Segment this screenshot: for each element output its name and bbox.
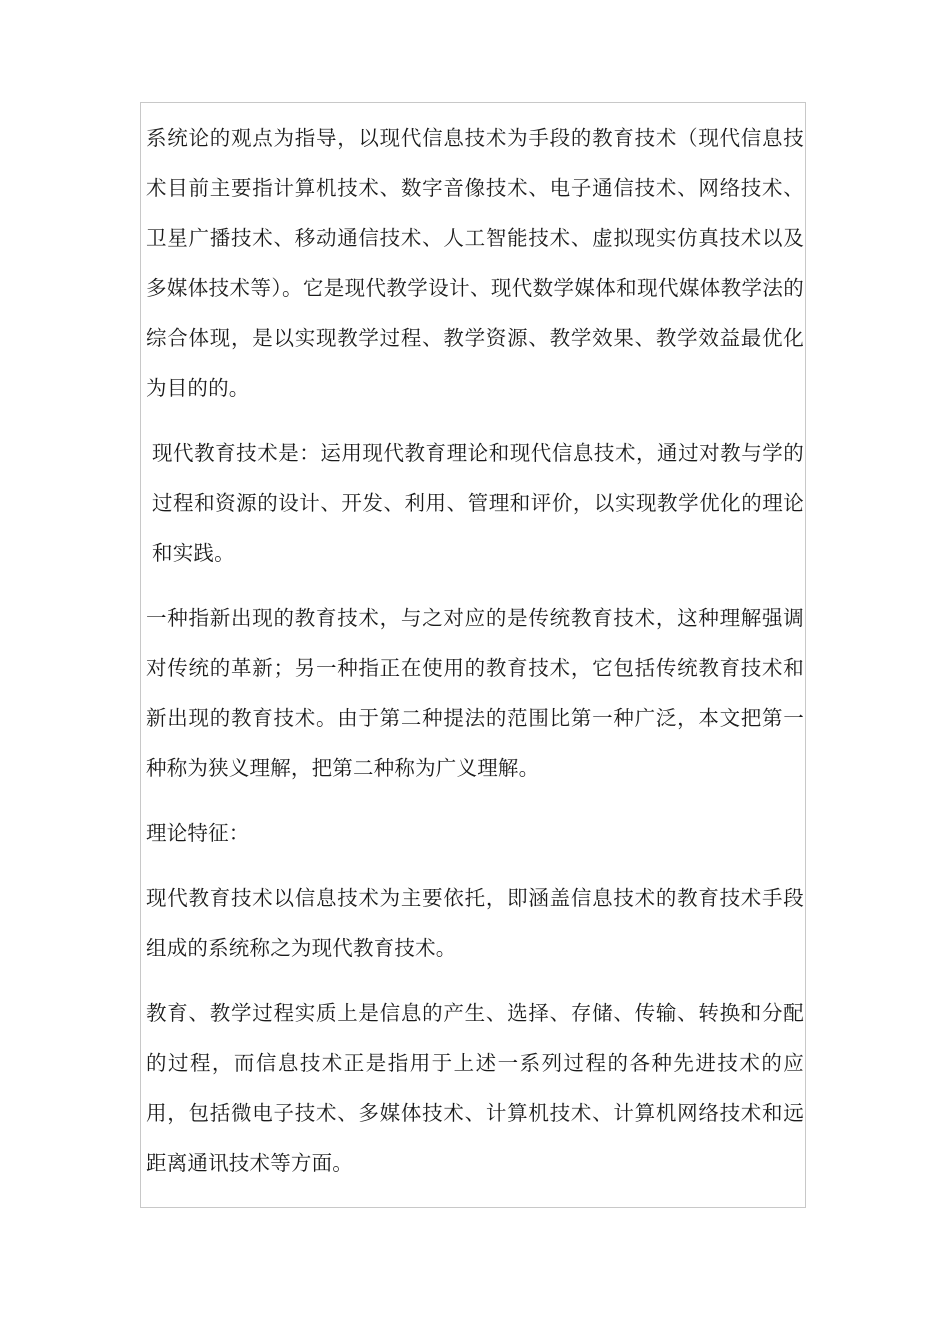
paragraph-teaching-process: 教育、教学过程实质上是信息的产生、选择、存储、传输、转换和分配的过程，而信息技术正是指用于上述一系列过程的各种先进技术的应用，包括微电子技术、多媒体技术、计算机技术、计算机网络技术和远距离通讯技术等方面。 — [146, 1001, 804, 1175]
document-body — [146, 113, 804, 1188]
section-heading-theory-features: 理论特征： — [146, 821, 250, 845]
paragraph-intro: 系统论的观点为指导，以现代信息技术为手段的教育技术（现代信息技术目前主要指计算机技术、数字音像技术、电子通信技术、网络技术、卫星广播技术、移动通信技术、人工智能技术、虚拟现实仿真技术以及多媒体技术等）。它是现代教学设计、现代数学媒体和现代媒体教学法的综合体现，是以实现教学过程、教学资源、教学效果、教学效益最优化为目的的。 — [146, 126, 804, 400]
paragraph-info-tech-basis: 现代教育技术以信息技术为主要依托，即涵盖信息技术的教育技术手段组成的系统称之为现代教育技术。 — [146, 886, 804, 960]
paragraph-definition: 现代教育技术是：运用现代教育理论和现代信息技术，通过对教与学的过程和资源的设计、开发、利用、管理和评价，以实现教学优化的理论和实践。 — [152, 441, 804, 565]
paragraph-two-understandings: 一种指新出现的教育技术，与之对应的是传统教育技术，这种理解强调对传统的革新；另一种指正在使用的教育技术，它包括传统教育技术和新出现的教育技术。由于第二种提法的范围比第一种广泛，本文把第一种称为狭义理解，把第二种称为广义理解。 — [146, 606, 804, 780]
